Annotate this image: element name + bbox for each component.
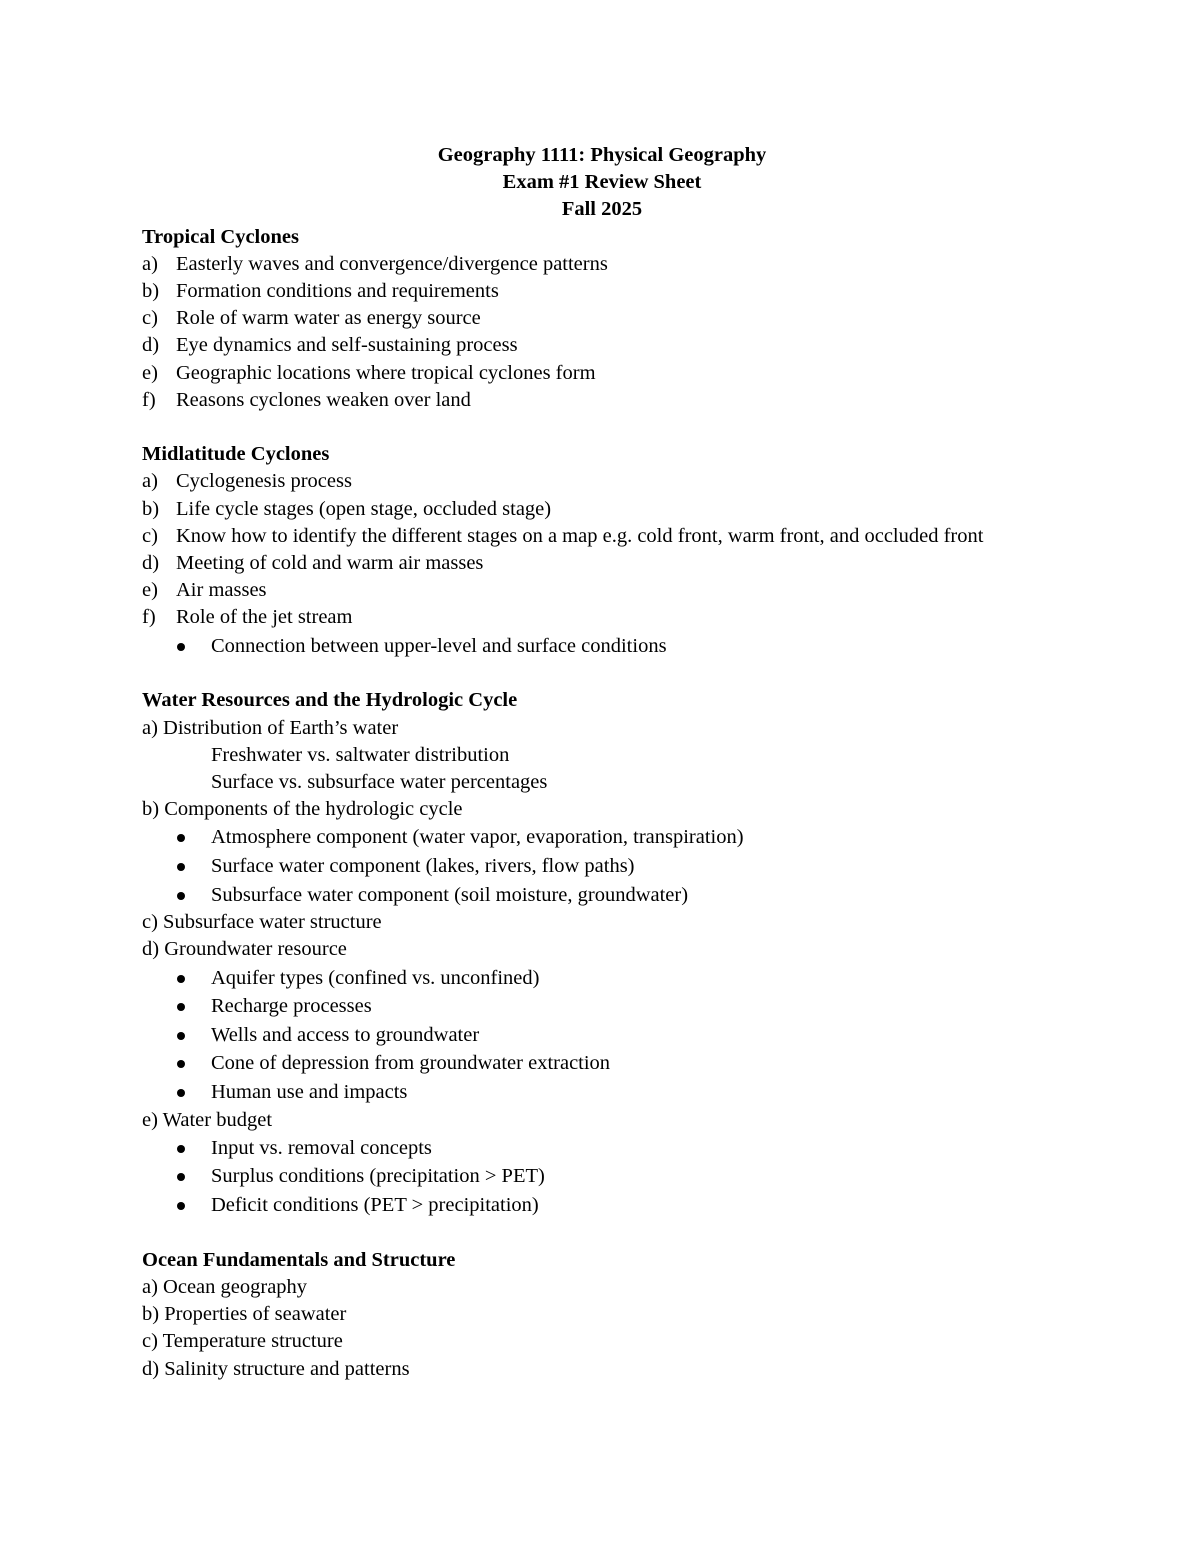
bullet-item	[142, 992, 1062, 1021]
bullet-icon	[177, 643, 185, 651]
section-water-resources	[142, 687, 1062, 1219]
bullet-text: Wells and access to groundwater	[211, 1023, 480, 1046]
bullet-text: Recharge processes	[211, 995, 372, 1018]
item-text: Meeting of cold and warm air masses	[176, 552, 484, 575]
bullet-icon	[177, 1173, 185, 1181]
bullet-item	[142, 852, 1062, 881]
list-item	[142, 468, 1062, 495]
bullet-text: Surface water component (lakes, rivers, flow paths)	[211, 855, 635, 878]
bullet-icon	[177, 892, 185, 900]
item-marker: d)	[142, 552, 160, 575]
bullet-item	[142, 1078, 1062, 1107]
bullet-item	[142, 1049, 1062, 1078]
bullet-icon	[177, 1145, 185, 1153]
list-item	[142, 360, 1062, 387]
item-text: Geographic locations where tropical cyclones form	[176, 361, 596, 384]
term-title: Fall 2025	[561, 198, 643, 221]
list-item: e) Water budget	[142, 1108, 273, 1131]
item-marker: c)	[142, 307, 158, 330]
item-text: Easterly waves and convergence/divergence patterns	[176, 252, 608, 275]
bullet-text: Input vs. removal concepts	[211, 1136, 432, 1159]
bullet-icon	[177, 1003, 185, 1011]
bullet-text: Human use and impacts	[211, 1081, 408, 1103]
item-text: Formation conditions and requirements	[176, 280, 499, 303]
item-text: Eye dynamics and self-sustaining process	[176, 334, 518, 357]
list-item	[142, 604, 1062, 631]
section-midlatitude-cyclones	[142, 441, 1062, 660]
list-item: d) Salinity structure and patterns	[142, 1357, 410, 1380]
bullet-item	[142, 964, 1062, 993]
spacer	[142, 1220, 1062, 1247]
item-marker: f)	[142, 606, 156, 629]
exam-title: Exam #1 Review Sheet	[502, 171, 702, 194]
item-text: Reasons cyclones weaken over land	[176, 388, 471, 411]
list-item	[142, 550, 1062, 577]
list-item	[142, 278, 1062, 305]
list-item	[142, 496, 1062, 523]
bullet-item	[142, 823, 1062, 852]
item-text: Role of warm water as energy source	[176, 307, 481, 330]
item-text: Air masses	[176, 579, 267, 602]
section-heading: Tropical Cyclones	[142, 225, 299, 248]
item-marker: d)	[142, 334, 160, 357]
bullet-text: Atmosphere component (water vapor, evaporation, transpiration)	[211, 826, 744, 849]
list-item: b) Components of the hydrologic cycle	[142, 798, 463, 821]
list-item: b) Properties of seawater	[142, 1303, 347, 1326]
list-item	[142, 251, 1062, 278]
list-item	[142, 523, 1062, 550]
section-heading: Water Resources and the Hydrologic Cycle	[142, 689, 518, 712]
list-item	[142, 332, 1062, 359]
section-ocean-fundamentals	[142, 1247, 1062, 1383]
bullet-item	[142, 1134, 1062, 1163]
review-sheet	[142, 142, 1062, 1383]
section-heading: Midlatitude Cyclones	[142, 443, 330, 466]
bullet-item	[142, 1162, 1062, 1191]
list-item: a) Distribution of Earth’s water	[142, 716, 399, 739]
bullet-text: Connection between upper-level and surface conditions	[211, 634, 667, 657]
item-marker: e)	[142, 579, 158, 602]
bullet-item	[142, 1021, 1062, 1050]
list-item: c) Subsurface water structure	[142, 911, 382, 934]
sub-item: Surface vs. subsurface water percentages	[211, 771, 548, 794]
item-text: Life cycle stages (open stage, occluded stage)	[176, 497, 552, 520]
item-marker: a)	[142, 470, 158, 493]
bullet-icon	[177, 863, 185, 871]
bullet-icon	[177, 1202, 185, 1210]
sub-item: Freshwater vs. saltwater distribution	[211, 743, 510, 766]
bullet-text: Cone of depression from groundwater extraction	[211, 1052, 611, 1075]
bullet-item	[142, 881, 1062, 910]
item-text: Role of the jet stream	[176, 606, 353, 629]
bullet-text: Aquifer types (confined vs. unconfined)	[211, 966, 540, 989]
item-marker: e)	[142, 361, 158, 384]
bullet-icon	[177, 1060, 185, 1068]
list-item	[142, 305, 1062, 332]
list-item: c) Temperature structure	[142, 1330, 343, 1353]
bullet-text: Subsurface water component (soil moisture, groundwater)	[211, 883, 689, 906]
item-marker: f)	[142, 388, 156, 411]
item-marker: b)	[142, 497, 160, 520]
spacer	[142, 660, 1062, 687]
item-text: Know how to identify the different stages on a map e.g. cold front, warm front, and occluded front	[176, 524, 984, 547]
list-item: a) Ocean geography	[142, 1275, 308, 1298]
item-marker: a)	[142, 252, 158, 275]
spacer	[142, 414, 1062, 441]
bullet-icon	[177, 834, 185, 842]
list-item	[142, 387, 1062, 414]
bullet-text: Surplus conditions (precipitation > PET)	[211, 1165, 545, 1188]
bullet-text: Deficit conditions (PET > precipitation)	[211, 1193, 539, 1216]
bullet-icon	[177, 975, 185, 983]
bullet-item	[142, 632, 1062, 661]
list-item: d) Groundwater resource	[142, 938, 347, 961]
course-title: Geography 1111: Physical Geography	[437, 144, 767, 166]
bullet-icon	[177, 1032, 185, 1040]
list-item	[142, 577, 1062, 604]
item-marker: b)	[142, 280, 160, 303]
bullet-item	[142, 1191, 1062, 1220]
section-tropical-cyclones	[142, 224, 1062, 414]
item-text: Cyclogenesis process	[176, 470, 352, 493]
item-marker: c)	[142, 524, 158, 547]
section-heading: Ocean Fundamentals and Structure	[142, 1248, 456, 1271]
bullet-icon	[177, 1089, 185, 1097]
